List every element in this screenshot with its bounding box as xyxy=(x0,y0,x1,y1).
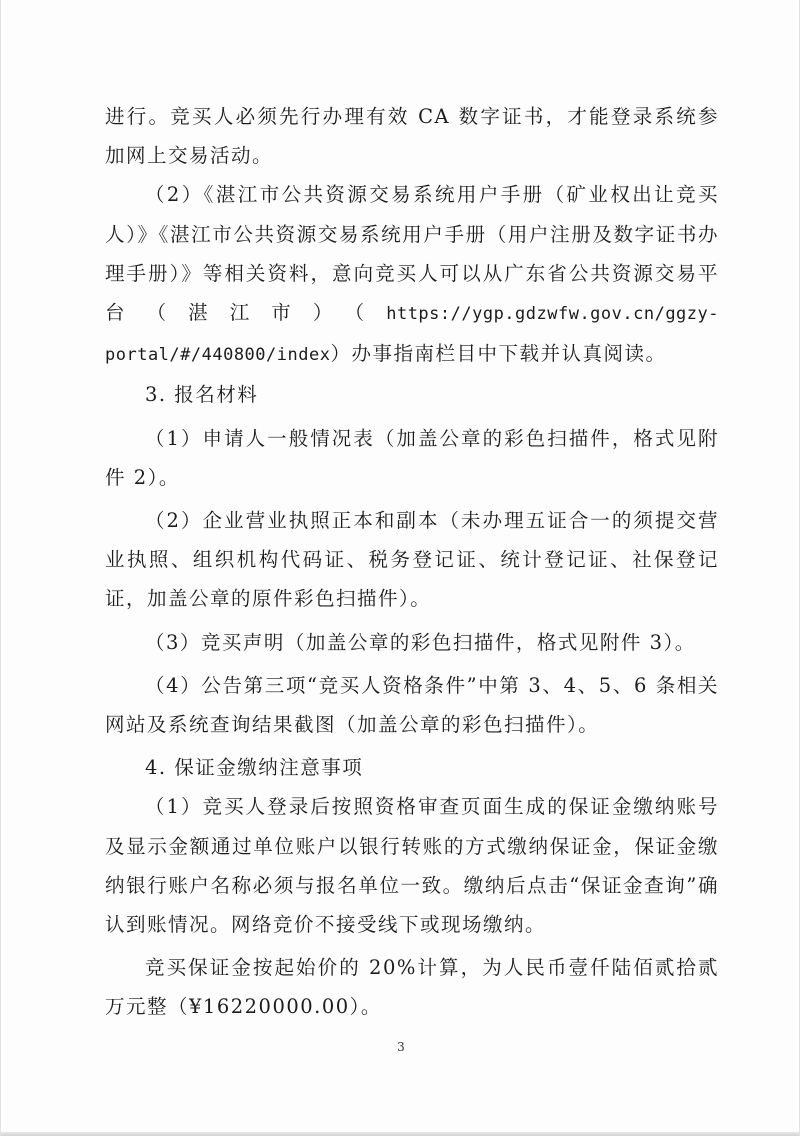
document-body xyxy=(105,97,719,1027)
section-heading-deposit: 4. 保证金缴纳注意事项 xyxy=(145,756,364,780)
paragraph-deposit-payment: （1）竞买人登录后按照资格审查页面生成的保证金缴纳账号及显示金额通过单位账户以银行转账的方式缴纳保证金，保证金缴纳银行账户名称必须与报名单位一致。缴纳后点击“保证金查询”确认到账情况。网络竞价不接受线下或现场缴纳。 xyxy=(105,795,719,937)
paragraph-user-manuals xyxy=(105,175,719,375)
paragraph-query-screenshots: （4）公告第三项“竞买人资格条件”中第 3、4、5、6 条相关网站及系统查询结果截图（加盖公章的彩色扫描件）。 xyxy=(105,673,719,737)
manuals-text: （2）《湛江市公共资源交易系统用户手册（矿业权出让竞买人）》《湛江市公共资源交易系统用户手册（用户注册及数字证书办理手册）》等相关资料，意向竞买人可以从广东省公共资源交易平台（湛江市）（ xyxy=(105,183,719,325)
page-number: 3 xyxy=(397,1040,405,1054)
section-heading-registration-materials: 3. 报名材料 xyxy=(145,383,259,407)
paragraph-applicant-form: （1）申请人一般情况表（加盖公章的彩色扫描件，格式见附件 2）。 xyxy=(105,426,719,489)
paragraph-business-license: （2）企业营业执照正本和副本（未办理五证合一的须提交营业执照、组织机构代码证、税务登记证、统计登记证、社保登记证，加盖公章的原件彩色扫描件）。 xyxy=(105,509,719,611)
paragraph-ca-certificate: 进行。竞买人必须先行办理有效 CA 数字证书，才能登录系统参加网上交易活动。 xyxy=(105,105,719,168)
paragraph-bid-statement: （3）竞买声明（加盖公章的彩色扫描件，格式见附件 3）。 xyxy=(145,630,696,654)
page-bottom-edge xyxy=(1,1132,799,1136)
manuals-text-end: ）办事指南栏目中下载并认真阅读。 xyxy=(330,342,667,366)
portal-url-link[interactable]: https://ygp.gdzwfw.gov.cn/ggzy-portal/#/440800/index xyxy=(105,304,719,366)
paragraph-deposit-amount: 竞买保证金按起始价的 20%计算，为人民币壹仟陆佰贰拾贰万元整（¥16220000.00）。 xyxy=(105,956,719,1019)
